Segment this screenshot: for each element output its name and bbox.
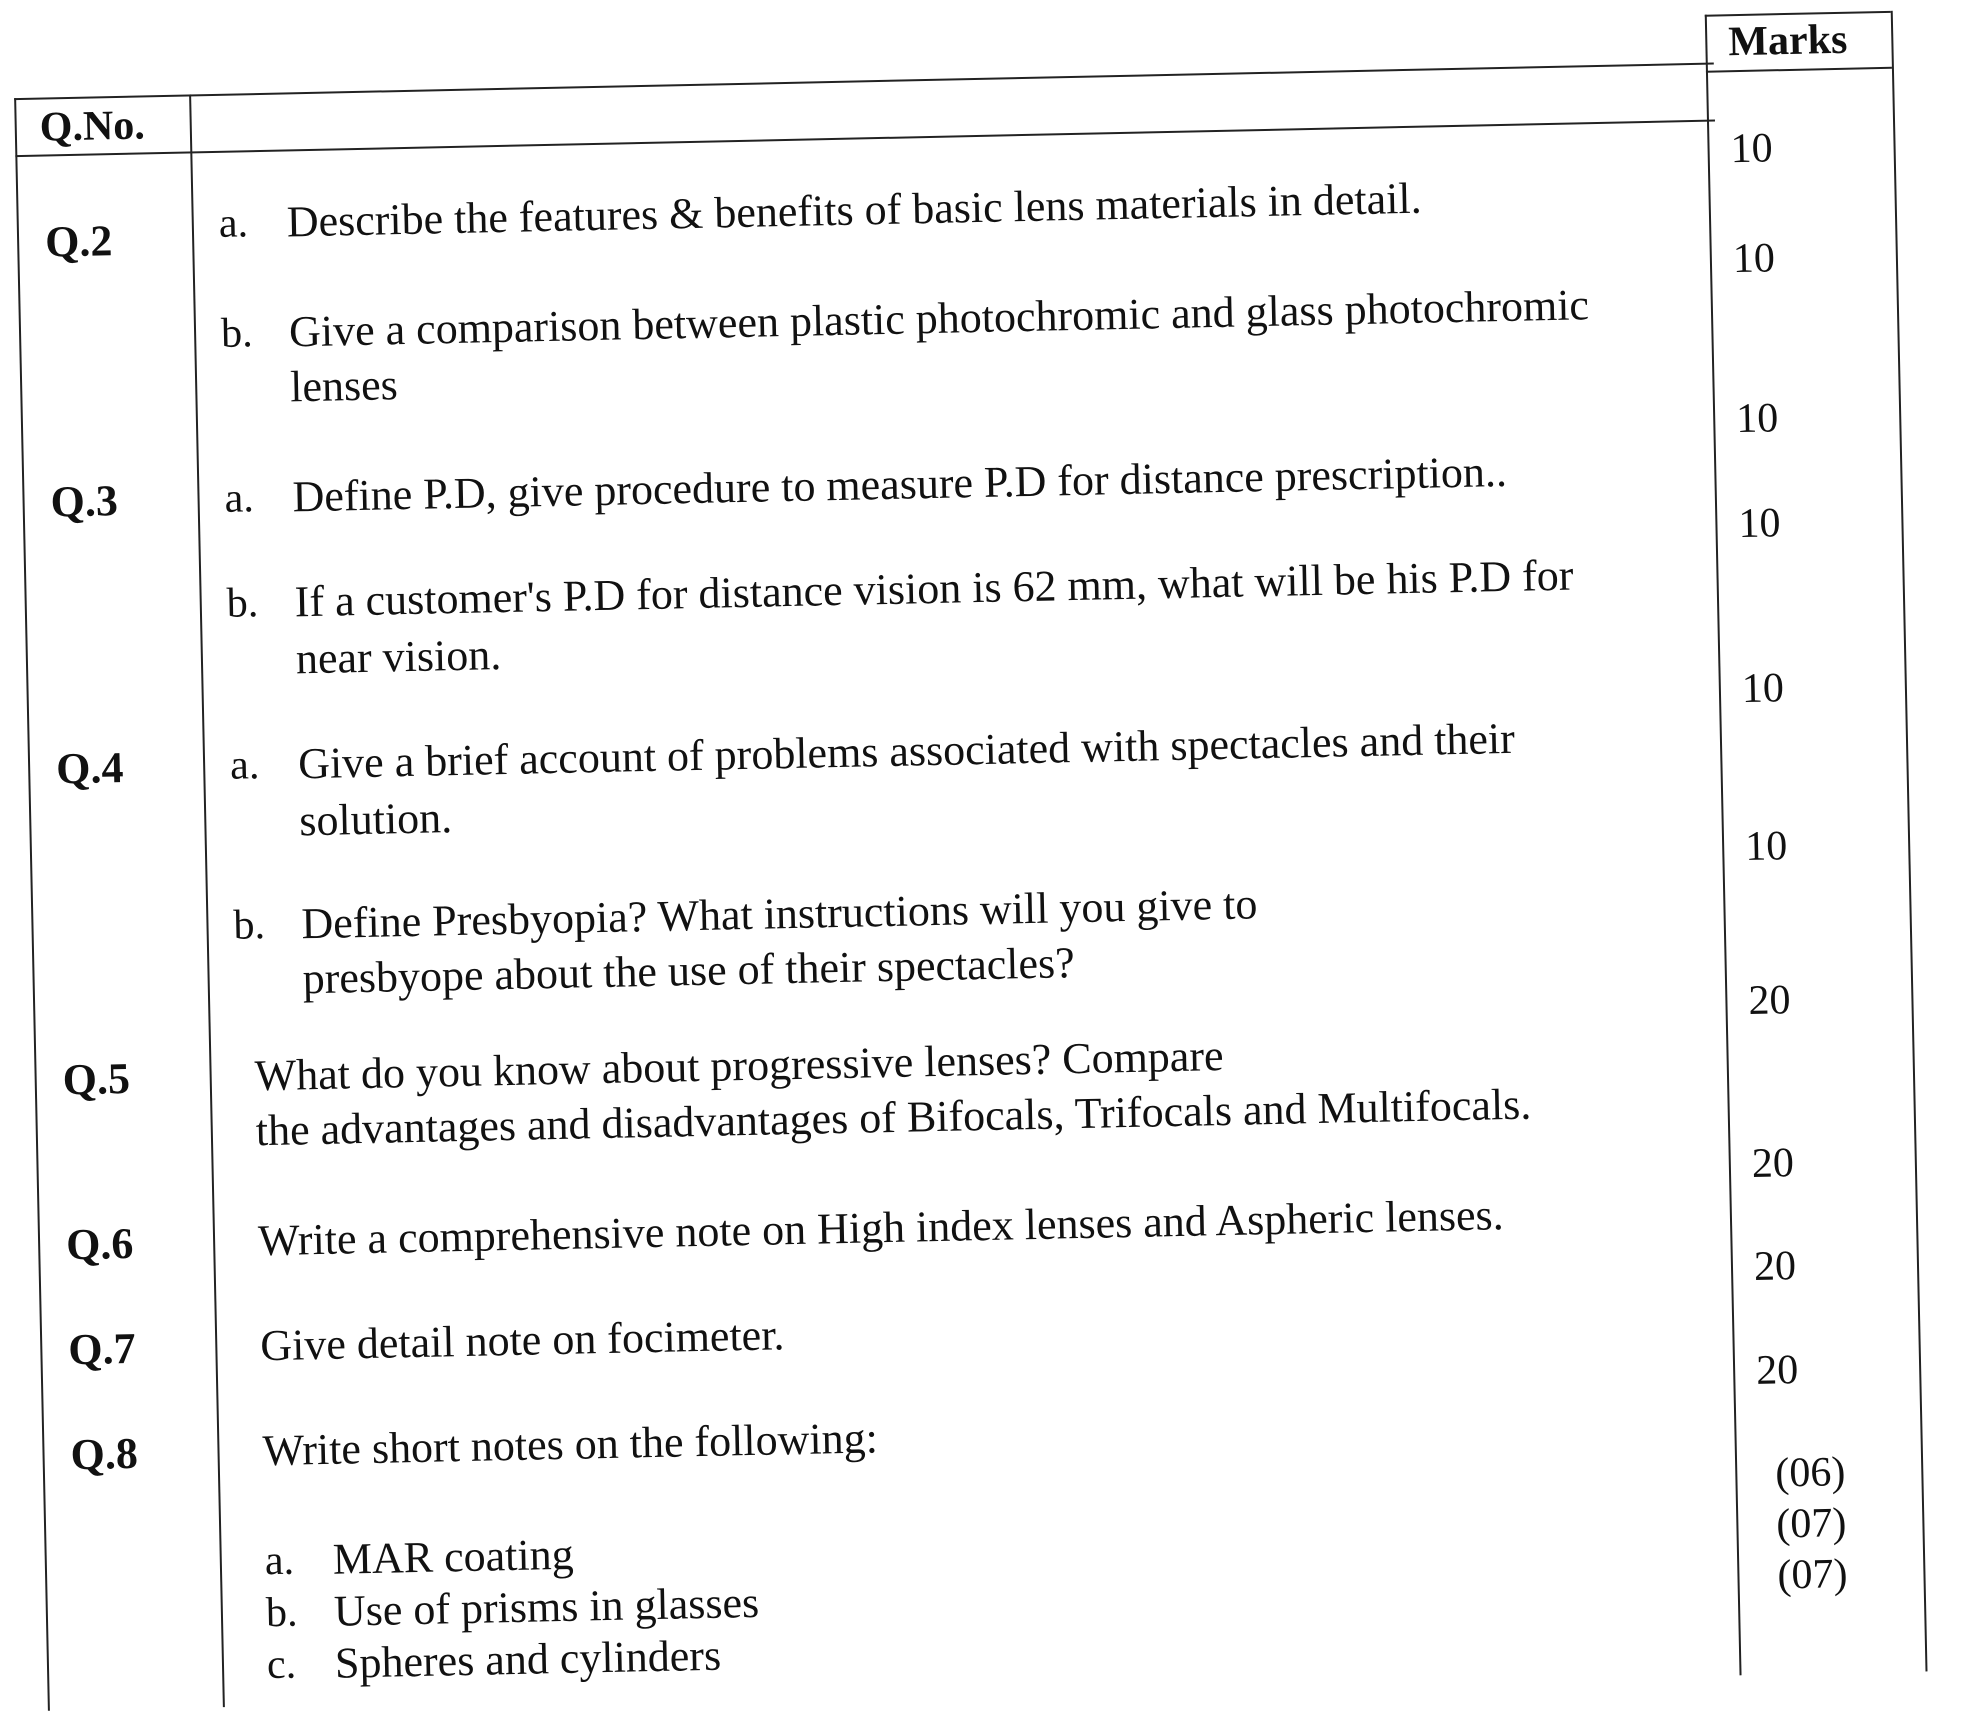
question-number-q3: Q.3 bbox=[50, 476, 119, 527]
q6-marks: 20 bbox=[1751, 1140, 1795, 1187]
q4-part-b-marks: 10 bbox=[1744, 823, 1788, 871]
q7-text: Give detail note on focimeter. bbox=[259, 1310, 785, 1371]
q2-part-b-text-line1: Give a comparison between plastic photochromic and glass photochromic bbox=[288, 280, 1590, 357]
q8-text: Write short notes on the following: bbox=[262, 1413, 879, 1476]
q8-subpart-a-marks: (06) bbox=[1774, 1449, 1846, 1497]
q4-part-a-text-line1: Give a brief account of problems associated with spectacles and their bbox=[297, 713, 1516, 789]
q4-part-b-text-line2: presbyope about the use of their spectacles? bbox=[302, 938, 1076, 1004]
question-number-q6: Q.6 bbox=[65, 1218, 134, 1270]
q8-subpart-c-text: Spheres and cylinders bbox=[334, 1630, 722, 1688]
question-number-q8: Q.8 bbox=[70, 1428, 139, 1480]
q8-marks: 20 bbox=[1755, 1347, 1799, 1394]
q8-subpart-c-letter: c. bbox=[266, 1641, 297, 1689]
q2-part-a-text: Describe the features & benefits of basic lens materials in detail. bbox=[286, 173, 1423, 247]
question-number-q2: Q.2 bbox=[44, 216, 113, 267]
q3-part-a-letter: a. bbox=[224, 475, 255, 522]
q6-text: Write a comprehensive note on High index lenses and Aspheric lenses. bbox=[257, 1190, 1505, 1266]
q4-part-a-text-line2: solution. bbox=[298, 793, 453, 846]
q2-part-a-letter: a. bbox=[218, 200, 249, 247]
q7-marks: 20 bbox=[1753, 1243, 1797, 1290]
q5-text-line1: What do you know about progressive lenses? Compare bbox=[254, 1031, 1224, 1101]
q4-part-a-letter: a. bbox=[229, 742, 260, 789]
q3-part-b-letter: b. bbox=[226, 580, 259, 627]
question-number-q7: Q.7 bbox=[67, 1323, 137, 1375]
q8-subpart-a-text: MAR coating bbox=[332, 1529, 575, 1584]
q5-marks: 20 bbox=[1747, 977, 1791, 1025]
left-border bbox=[14, 98, 50, 1711]
header-divider bbox=[15, 120, 1715, 158]
q2-part-b-letter: b. bbox=[220, 310, 254, 357]
q2-part-b-text-line2: lenses bbox=[289, 360, 399, 412]
q8-subpart-b-marks: (07) bbox=[1775, 1500, 1847, 1548]
qno-column-divider bbox=[189, 94, 225, 1707]
q8-subpart-a-letter: a. bbox=[264, 1537, 295, 1585]
q8-subpart-c-marks: (07) bbox=[1776, 1551, 1848, 1599]
qno-column-header: Q.No. bbox=[39, 102, 146, 151]
q4-part-b-letter: b. bbox=[233, 902, 266, 949]
q4-part-b-text-line1: Define Presbyopia? What instructions will you give to bbox=[300, 879, 1258, 949]
q4-part-a-marks: 10 bbox=[1741, 665, 1785, 713]
q8-subpart-b-text: Use of prisms in glasses bbox=[333, 1577, 760, 1636]
question-number-q4: Q.4 bbox=[55, 743, 124, 794]
q8-subpart-b-letter: b. bbox=[265, 1589, 298, 1637]
q2-part-a-marks: 10 bbox=[1730, 125, 1774, 173]
q2-part-b-marks: 10 bbox=[1732, 235, 1776, 283]
right-border bbox=[1891, 11, 1928, 1672]
q3-part-a-marks: 10 bbox=[1735, 395, 1779, 443]
q3-part-a-text: Define P.D, give procedure to measure P.D for distance prescription.. bbox=[292, 446, 1508, 522]
marks-column-header: Marks bbox=[1727, 16, 1848, 66]
question-number-q5: Q.5 bbox=[62, 1053, 131, 1105]
q3-part-b-text-line2: near vision. bbox=[295, 630, 502, 684]
q3-part-b-text-line1: If a customer's P.D for distance vision is 62 mm, what will be his P.D for bbox=[294, 550, 1574, 627]
table-top-border bbox=[14, 63, 1714, 101]
q5-text-line2: the advantages and disadvantages of Bifocals, Trifocals and Multifocals. bbox=[255, 1079, 1532, 1156]
q3-part-b-marks: 10 bbox=[1737, 500, 1781, 548]
